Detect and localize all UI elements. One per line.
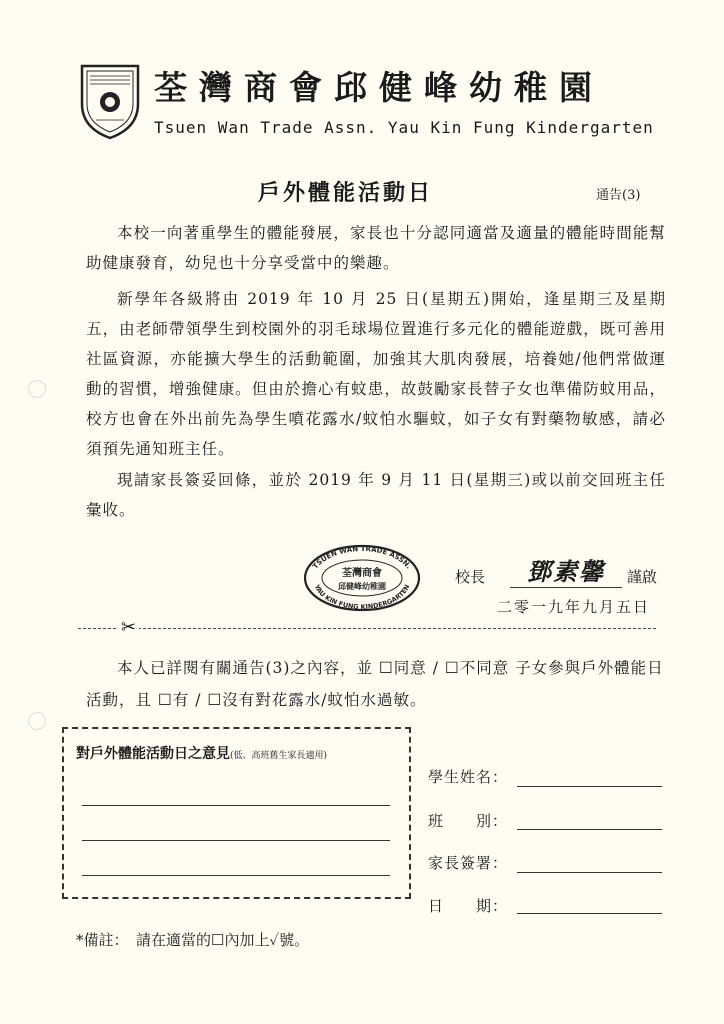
school-stamp xyxy=(302,543,422,613)
opinion-box[interactable] xyxy=(62,727,411,899)
stamp-line-1: 荃灣商會 xyxy=(342,568,382,579)
opinion-box-title xyxy=(76,743,327,763)
stamp-line-2: 邱健峰幼稚園 xyxy=(338,581,386,591)
notice-paragraph: 新學年各級將由 2019 年 10 月 25 日(星期五)開始，逢星期三及星期五，由老師帶領學生到校園外的羽毛球場位置進行多元化的體能遊戲，既可善用社區資源，亦能擴大學生的活動範圍，加強其大肌肉發展，培養她/他們常做運動的習慣，增強健康。但由於擔心有蚊患，故鼓勵家長替子女也準備防蚊用品，校方也會在外出前先為學生噴花露水/蚊怕水驅蚊，如子女有對藥物敏感，請必須預先通知班主任。 xyxy=(86,290,666,458)
cut-line xyxy=(78,628,656,629)
stamp-arc-top: TSUEN WAN TRADE ASSN. xyxy=(311,544,413,571)
school-name-chinese: 荃灣商會邱健峰幼稚園 xyxy=(154,68,604,107)
notice-title: 戶外體能活動日 xyxy=(258,180,434,206)
opinion-line[interactable] xyxy=(82,840,390,841)
notice-paragraph: 本校一向著重學生的體能發展，家長也十分認同適當及適量的體能時間能幫助健康發育，幼兒也十分享受當中的樂趣。 xyxy=(86,224,666,272)
scissors-icon: ✂ xyxy=(118,617,139,638)
respectfully-label: 謹啟 xyxy=(627,568,658,586)
punch-hole xyxy=(28,380,46,398)
date-label: 日 期： xyxy=(428,897,509,915)
principal-signature: 鄧素馨 xyxy=(510,552,622,588)
class-field[interactable] xyxy=(517,829,662,830)
student-name-field[interactable] xyxy=(517,786,662,787)
school-crest-logo xyxy=(78,62,142,140)
reply-statement: 本人已詳閱有關通告(3)之內容，並 ☐同意 / ☐不同意 子女參與戶外體能日活動，且 ☐有 / ☐沒有對花露水/蚊怕水過敏。 xyxy=(86,659,664,709)
school-name-english: Tsuen Wan Trade Assn. Yau Kin Fung Kindergarten xyxy=(154,118,654,137)
date-field[interactable] xyxy=(517,913,662,914)
opinion-note: (低、高班舊生家長適用) xyxy=(230,751,328,761)
opinion-line[interactable] xyxy=(82,875,390,876)
remark-note: *備註： 請在適當的☐內加上✓號。 xyxy=(76,931,310,949)
student-name-label: 學生姓名： xyxy=(428,768,509,786)
parent-signature-field[interactable] xyxy=(517,872,662,873)
principal-label: 校長 xyxy=(455,568,486,586)
parent-signature-label: 家長簽署： xyxy=(428,854,509,872)
punch-hole xyxy=(28,712,46,730)
opinion-line[interactable] xyxy=(82,805,390,806)
class-label: 班 別： xyxy=(428,812,509,830)
notice-number: 通告(3) xyxy=(596,188,641,203)
notice-paragraph: 現請家長簽妥回條，並於 2019 年 9 月 11 日(星期三)或以前交回班主任彙收。 xyxy=(86,471,666,519)
svg-text:TSUEN WAN TRADE ASSN. xyxy=(311,545,412,571)
notice-date: 二零一九年九月五日 xyxy=(497,598,651,616)
stamp-arc-bottom: YAU KIN FUNG KINDERGARTEN xyxy=(312,583,412,612)
opinion-title: 對戶外體能活動日之意見 xyxy=(76,746,230,762)
